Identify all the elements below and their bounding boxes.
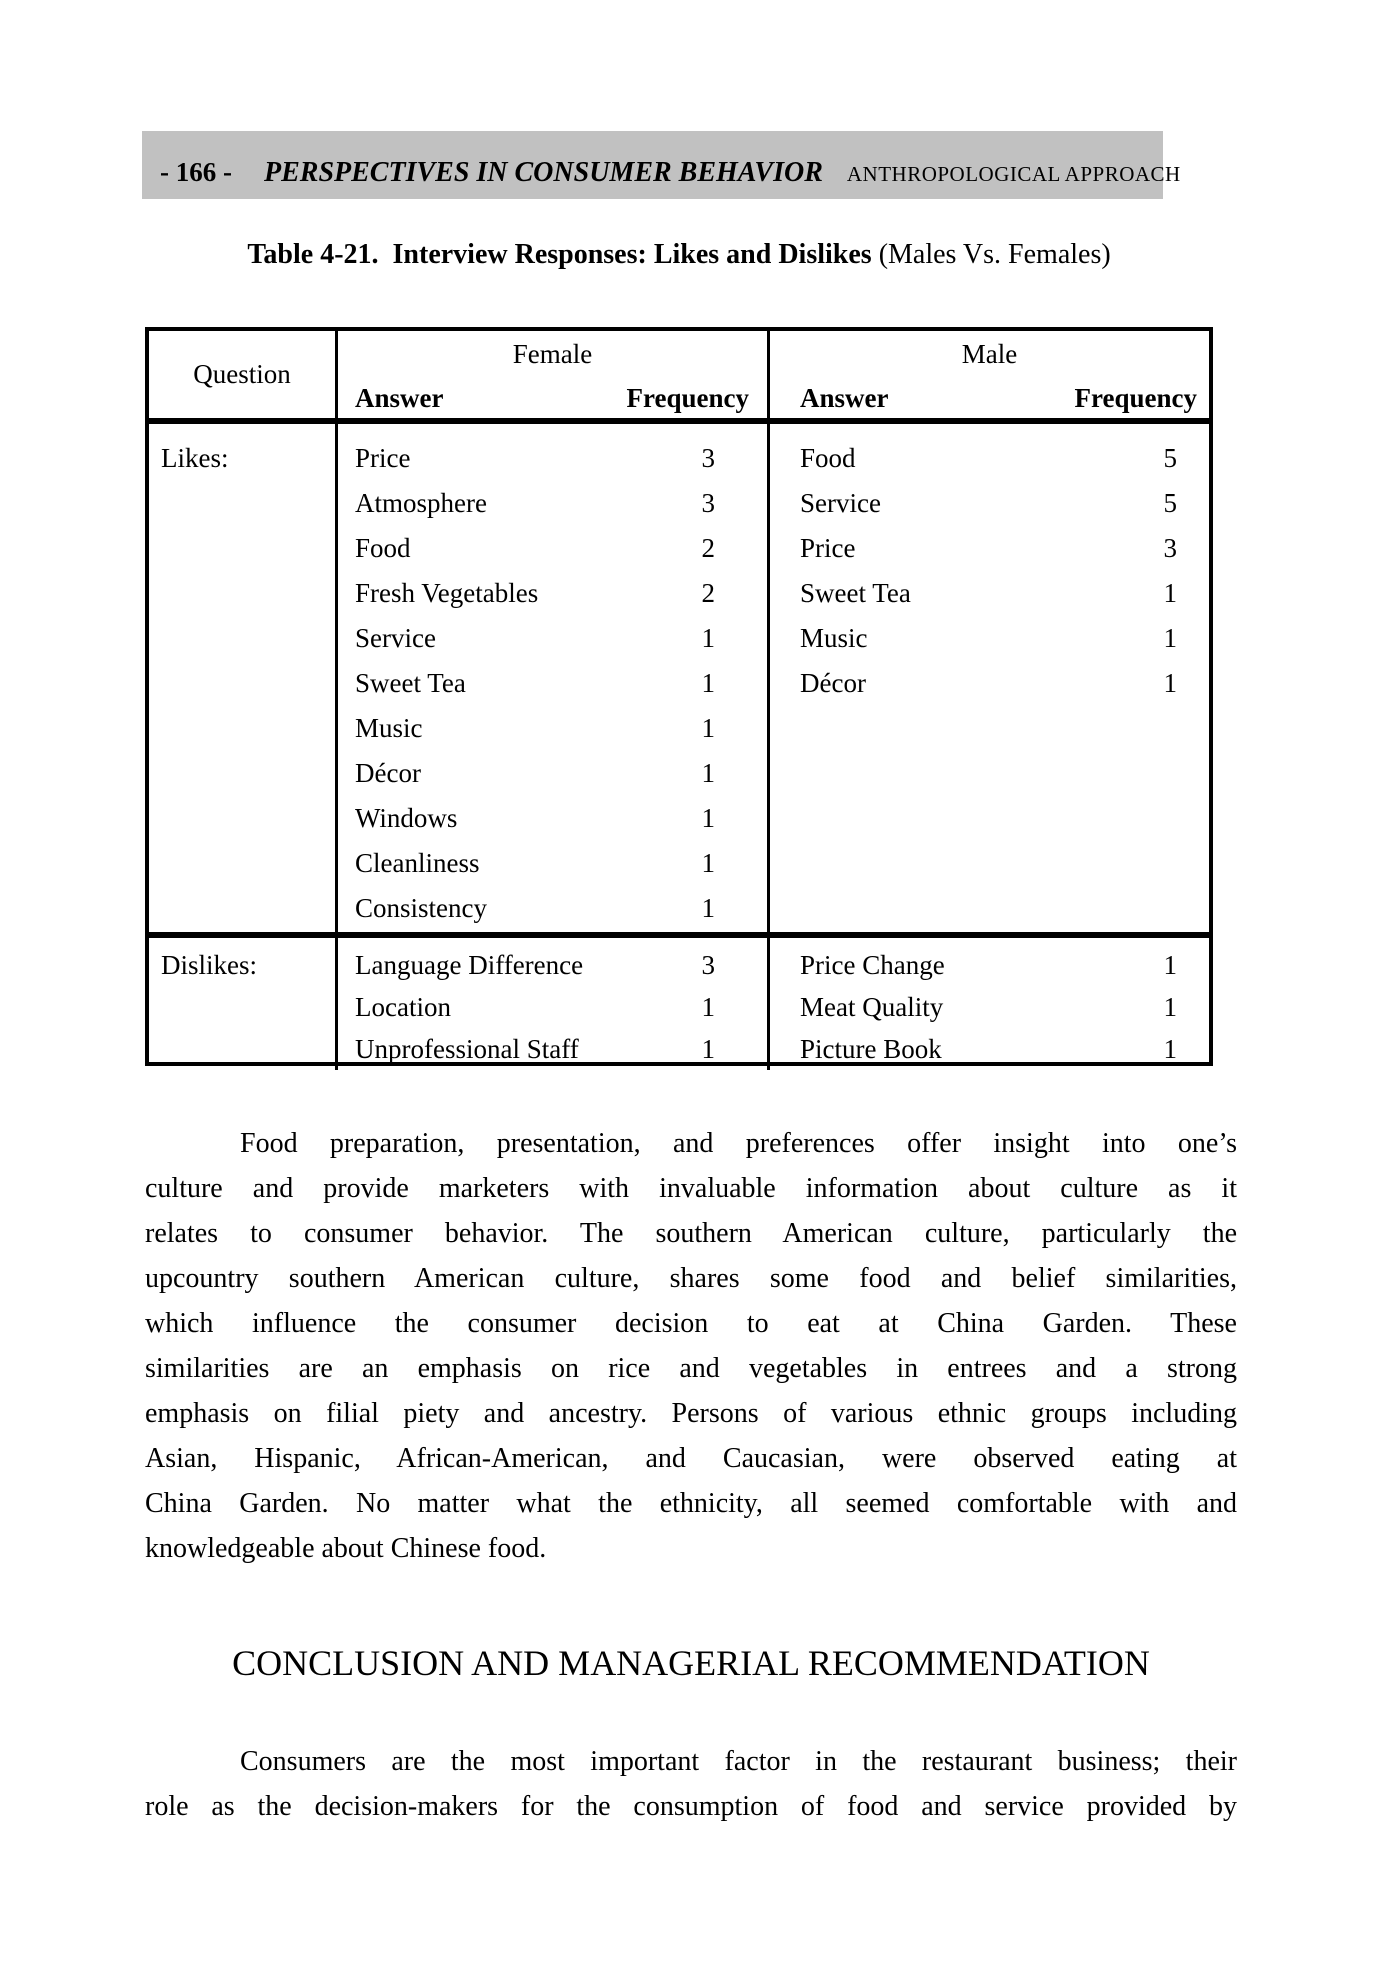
frequency-value: 5 xyxy=(1163,443,1177,473)
answer-label: Atmosphere xyxy=(355,488,487,518)
answer-label: Food xyxy=(355,533,411,563)
running-header xyxy=(142,131,1181,199)
text-line: China Garden. No matter what the ethnicity, all seemed comfortable with and xyxy=(145,1488,1237,1519)
frequency-value: 3 xyxy=(701,488,715,518)
table-caption xyxy=(145,236,1213,274)
frequency-value: 1 xyxy=(1163,992,1177,1022)
answer-label: Cleanliness xyxy=(355,848,480,878)
answer-label: Price Change xyxy=(800,950,945,980)
frequency-value: 1 xyxy=(701,803,715,833)
answer-label: Décor xyxy=(355,758,421,788)
answer-label: Fresh Vegetables xyxy=(355,578,539,608)
answer-row xyxy=(770,661,1209,706)
question-cell: Dislikes: xyxy=(161,950,258,980)
frequency-value: 1 xyxy=(1163,1034,1177,1064)
chapter-title: ANTHROPOLOGICAL APPROACH xyxy=(846,162,1181,186)
male-group-header: Male xyxy=(961,339,1018,369)
frequency-value: 1 xyxy=(1163,623,1177,653)
question-cell: Likes: xyxy=(161,443,229,473)
answer-row xyxy=(338,661,767,706)
male-frequency-header: Frequency xyxy=(1074,383,1197,413)
frequency-value: 3 xyxy=(1163,533,1177,563)
answer-label: Unprofessional Staff xyxy=(355,1034,579,1064)
table-body xyxy=(149,424,1209,1064)
text-line: role as the decision-makers for the consumption of food and service provided by xyxy=(145,1791,1237,1822)
table-row xyxy=(149,424,1209,938)
answer-row xyxy=(770,616,1209,661)
answer-row xyxy=(338,944,767,986)
answer-row xyxy=(770,436,1209,481)
interview-responses-table xyxy=(145,327,1213,1066)
page-number: - 166 - xyxy=(160,157,232,187)
frequency-value: 3 xyxy=(701,950,715,980)
male-column-group xyxy=(767,331,1209,418)
text-line: similarities are an emphasis on rice and vegetables in entrees and a strong xyxy=(145,1353,1237,1384)
text-line: relates to consumer behavior. The southern American culture, particularly the xyxy=(145,1218,1237,1249)
male-subheaders xyxy=(770,383,1209,414)
answer-label: Consistency xyxy=(355,893,487,923)
answer-label: Sweet Tea xyxy=(800,578,911,608)
answer-label: Music xyxy=(355,713,423,743)
text-line: knowledgeable about Chinese food. xyxy=(145,1533,547,1564)
answer-label: Language Difference xyxy=(355,950,584,980)
text-line: emphasis on filial piety and ancestry. Persons of various ethnic groups including xyxy=(145,1398,1237,1429)
answer-row xyxy=(338,886,767,931)
answer-row xyxy=(338,1028,767,1070)
section-heading: CONCLUSION AND MANAGERIAL RECOMMENDATION xyxy=(232,1643,1150,1683)
answer-row xyxy=(338,481,767,526)
table-row xyxy=(149,938,1209,1064)
answer-label: Location xyxy=(355,992,451,1022)
answer-row xyxy=(338,986,767,1028)
text-line: which influence the consumer decision to eat at China Garden. These xyxy=(145,1308,1237,1339)
answer-label: Picture Book xyxy=(800,1034,942,1064)
answer-row xyxy=(338,841,767,886)
answer-label: Sweet Tea xyxy=(355,668,466,698)
paragraph-consumers xyxy=(145,1739,1237,1829)
answer-label: Service xyxy=(355,623,436,653)
frequency-value: 1 xyxy=(1163,950,1177,980)
female-frequency-header: Frequency xyxy=(626,383,749,413)
frequency-value: 1 xyxy=(701,1034,715,1064)
female-answer-header: Answer xyxy=(355,383,444,413)
text-line: upcountry southern American culture, shares some food and belief similarities, xyxy=(145,1263,1237,1294)
frequency-value: 2 xyxy=(701,533,715,563)
paragraph-food-culture xyxy=(145,1121,1237,1571)
running-header-text xyxy=(160,157,1181,189)
frequency-value: 3 xyxy=(701,443,715,473)
text-line: culture and provide marketers with invaluable information about culture as it xyxy=(145,1173,1237,1204)
answer-row xyxy=(770,571,1209,616)
table-caption-regular: (Males Vs. Females) xyxy=(871,239,1111,270)
answer-label: Service xyxy=(800,488,881,518)
answer-label: Music xyxy=(800,623,868,653)
female-answers-cell xyxy=(335,424,767,932)
frequency-value: 1 xyxy=(701,992,715,1022)
answer-row xyxy=(338,796,767,841)
text-line: Asian, Hispanic, African-American, and Caucasian, were observed eating at xyxy=(145,1443,1237,1474)
answer-row xyxy=(338,571,767,616)
answer-row xyxy=(338,436,767,481)
answer-row xyxy=(770,986,1209,1028)
answer-row xyxy=(770,481,1209,526)
frequency-value: 2 xyxy=(701,578,715,608)
answer-label: Food xyxy=(800,443,856,473)
female-group-header: Female xyxy=(512,339,593,369)
answer-row xyxy=(770,944,1209,986)
answer-row xyxy=(338,706,767,751)
female-answers-cell xyxy=(335,938,767,1070)
answer-label: Price xyxy=(355,443,411,473)
answer-label: Meat Quality xyxy=(800,992,944,1022)
frequency-value: 1 xyxy=(701,623,715,653)
frequency-value: 1 xyxy=(701,893,715,923)
frequency-value: 1 xyxy=(701,758,715,788)
female-subheaders xyxy=(338,383,767,414)
answer-row xyxy=(770,1028,1209,1070)
male-answers-cell xyxy=(767,424,1209,932)
answer-label: Windows xyxy=(355,803,458,833)
male-answer-header: Answer xyxy=(800,383,889,413)
question-column-header: Question xyxy=(193,359,291,389)
frequency-value: 1 xyxy=(701,713,715,743)
frequency-value: 1 xyxy=(701,848,715,878)
answer-row xyxy=(338,526,767,571)
answer-row xyxy=(338,616,767,661)
table-caption-bold: Table 4-21. Interview Responses: Likes and Dislikes xyxy=(247,239,872,270)
frequency-value: 1 xyxy=(1163,668,1177,698)
female-column-group xyxy=(335,331,767,418)
answer-row xyxy=(770,526,1209,571)
table-header-row xyxy=(149,331,1209,424)
answer-label: Décor xyxy=(800,668,866,698)
frequency-value: 1 xyxy=(1163,578,1177,608)
book-title: PERSPECTIVES IN CONSUMER BEHAVIOR xyxy=(263,157,823,188)
male-answers-cell xyxy=(767,938,1209,1070)
text-line: Consumers are the most important factor in the restaurant business; their xyxy=(240,1746,1237,1777)
frequency-value: 1 xyxy=(701,668,715,698)
frequency-value: 5 xyxy=(1163,488,1177,518)
answer-row xyxy=(338,751,767,796)
text-line: Food preparation, presentation, and preferences offer insight into one’s xyxy=(240,1128,1237,1159)
answer-label: Price xyxy=(800,533,856,563)
